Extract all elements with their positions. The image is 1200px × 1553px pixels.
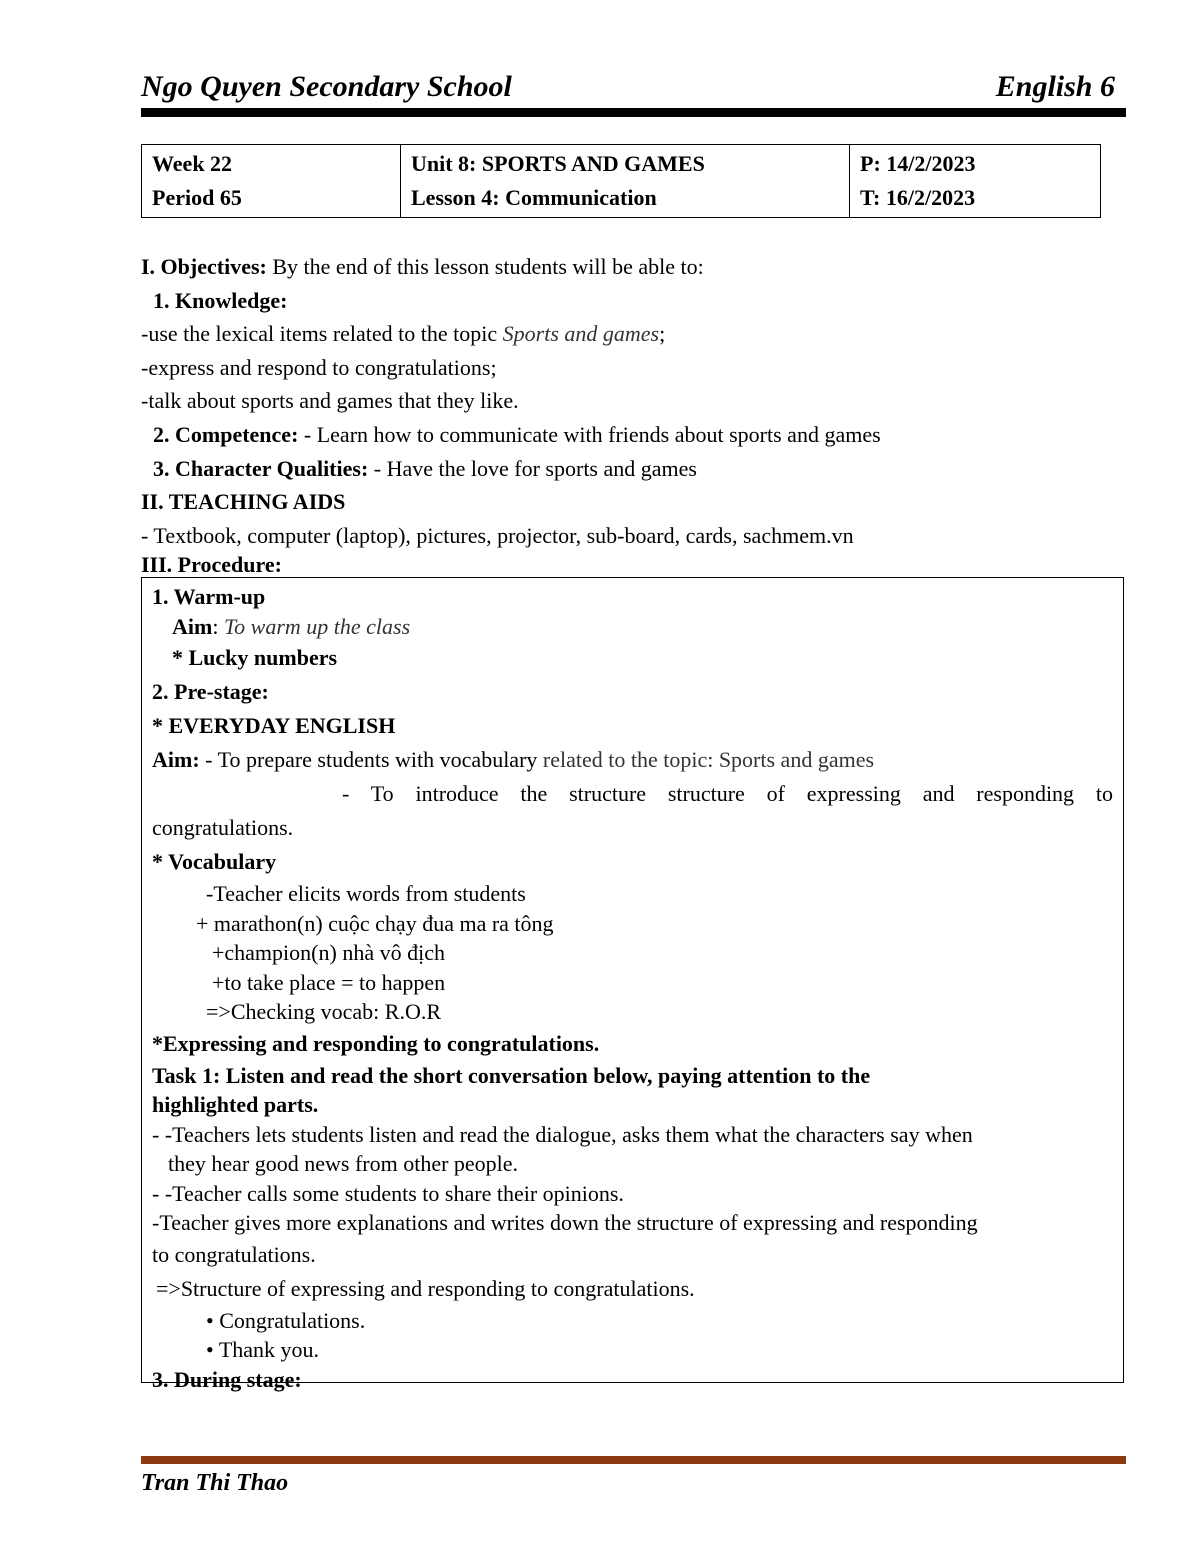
prestage-aim-1: [152, 743, 1113, 777]
bullet-text-1: Congratulations.: [219, 1307, 366, 1333]
structure-line: =>Structure of expressing and responding to congratulations.: [156, 1275, 695, 1301]
objectives-section: [141, 250, 1126, 578]
author-name: Tran Thi Thao: [141, 1470, 289, 1496]
procedure-heading: III. Procedure:: [141, 552, 282, 578]
character-heading: 3. Character Qualities:: [153, 455, 369, 481]
vocab-line-1: -Teacher elicits words from students: [206, 881, 526, 906]
vocab-line-2: + marathon(n) cuộc chạy đua ma ra tông: [196, 910, 554, 936]
task1-step-3-cont: to congratulations.: [152, 1241, 316, 1267]
aids-items: - Textbook, computer (laptop), pictures, projector, sub-board, cards, sachmem.vn: [141, 522, 854, 548]
warmup-aim: Aim: To warm up the class: [172, 613, 411, 639]
prestage-aim-2-cont: congratulations.: [152, 815, 294, 840]
bullet-icon: •: [206, 1307, 214, 1333]
objectives-intro: By the end of this lesson students will be able to:: [266, 254, 704, 279]
topic-name: Sports and games: [502, 321, 660, 347]
lesson-info-table: [141, 144, 1101, 218]
bullet-text-2: Thank you.: [218, 1337, 320, 1362]
vocab-line-4: +to take place = to happen: [212, 969, 446, 995]
objectives-heading-line: [141, 250, 1126, 284]
knowledge-item-2: -express and respond to congratulations;: [141, 354, 497, 380]
character-text: - Have the love for sports and games: [368, 455, 697, 481]
warmup-activity: * Lucky numbers: [172, 645, 338, 670]
vocab-line-3: +champion(n) nhà vô địch: [212, 940, 445, 965]
competence-text: - Learn how to communicate with friends about sports and games: [298, 421, 881, 447]
competence-line: [141, 418, 1126, 452]
structure-bullet-2: [152, 1335, 1113, 1365]
procedure-box: [141, 577, 1124, 1392]
knowledge-item-1: [141, 317, 1126, 351]
prestage-aim-2: - To introduce the structure structure of expressing and responding to: [342, 781, 1113, 806]
footer-divider: [141, 1456, 1126, 1464]
knowledge-item-1-end: ;: [659, 321, 666, 347]
warmup-aim-label: Aim: [172, 613, 213, 639]
warmup-heading: 1. Warm-up: [152, 584, 266, 609]
prestage-heading: 2. Pre-stage:: [152, 679, 269, 704]
subject-name: English 6: [995, 70, 1115, 103]
lesson-label: Lesson 4: Communication: [411, 185, 657, 210]
taught-date: T: 16/2/2023: [860, 185, 976, 210]
character-line: [141, 452, 1126, 486]
knowledge-item-1-text: -use the lexical items related to the topic: [141, 321, 503, 347]
everyday-english-heading: * EVERYDAY ENGLISH: [152, 713, 396, 738]
aim1-text: - To prepare students with vocabulary: [199, 747, 538, 772]
aim1-topic: related to the topic: Sports and games: [537, 747, 875, 772]
vocab-line-5: =>Checking vocab: R.O.R: [206, 999, 442, 1024]
prepared-date: P: 14/2/2023: [860, 151, 976, 176]
task1-step-1-cont: they hear good news from other people.: [168, 1151, 519, 1176]
school-name: Ngo Quyen Secondary School: [141, 70, 512, 103]
task1-line-1: Task 1: Listen and read the short conversation below, paying attention to the: [152, 1062, 871, 1088]
unit-lesson-cell: [401, 145, 850, 218]
expressing-heading: *Expressing and responding to congratulations.: [152, 1030, 600, 1056]
week-label: Week 22: [152, 151, 233, 176]
competence-heading: 2. Competence:: [153, 421, 299, 447]
objectives-heading: I. Objectives:: [141, 254, 267, 279]
during-stage-heading: 3. During stage:: [152, 1366, 302, 1392]
warmup-aim-text: To warm up the class: [223, 613, 411, 639]
unit-label: Unit 8: SPORTS AND GAMES: [411, 151, 705, 176]
bullet-icon: •: [206, 1337, 214, 1362]
task1-step-2: - -Teacher calls some students to share their opinions.: [152, 1180, 624, 1206]
vocabulary-heading: * Vocabulary: [152, 849, 277, 874]
task1-step-3: -Teacher gives more explanations and writes down the structure of expressing and responding: [152, 1210, 978, 1235]
aids-heading: II. TEACHING AIDS: [141, 489, 346, 515]
header-divider: [141, 108, 1126, 117]
task1-step-1: - -Teachers lets students listen and read the dialogue, asks them what the characters say when: [152, 1121, 973, 1147]
period-label: Period 65: [152, 185, 242, 210]
week-period-cell: [142, 145, 401, 218]
knowledge-heading: 1. Knowledge:: [153, 287, 288, 313]
structure-bullet-1: [152, 1306, 1113, 1336]
dates-cell: [850, 145, 1101, 218]
task1-line-2: highlighted parts.: [152, 1092, 319, 1117]
aim-label: Aim:: [152, 747, 200, 772]
knowledge-item-3: -talk about sports and games that they like.: [141, 388, 519, 414]
